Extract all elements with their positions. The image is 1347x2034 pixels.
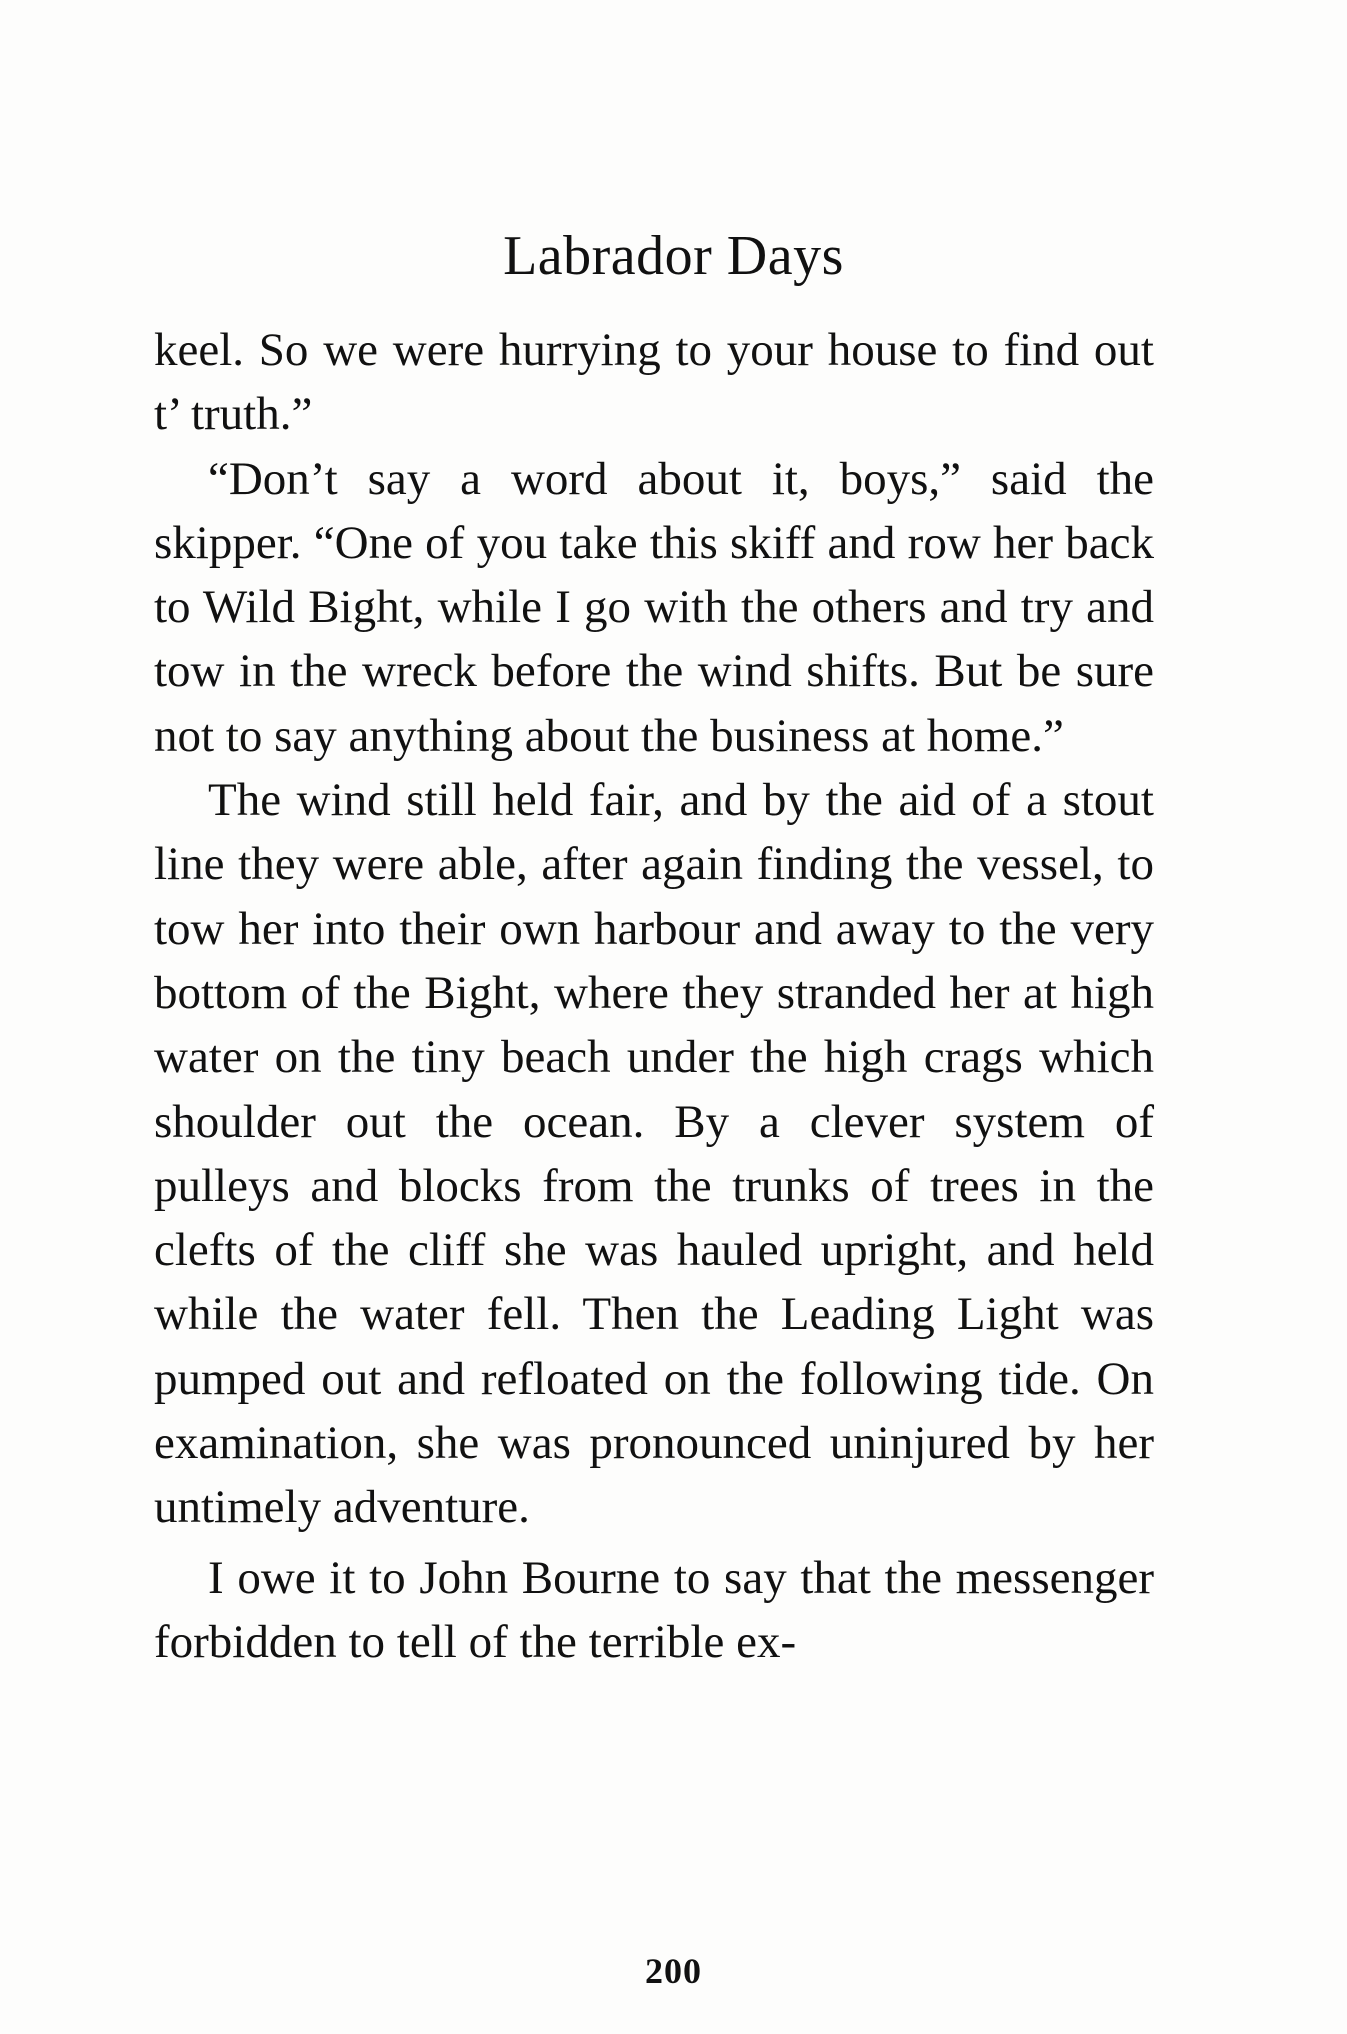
paragraph-narrative: The wind still held fair, and by the aid of a stout line they were able, after again finding the vessel, to tow her into their own harbour and away to the very bottom of the Bight, where they stranded her at high water on the tiny beach under the high crags which shoulder out the ocean. By a clever system of pulleys and blocks from the trunks of trees in the clefts of the cliff she was hauled upright, and held while the water fell. Then the Leading Light was pumped out and refloated on the following tide. On examination, she was pronounced uninjured by her untimely adventure. (154, 774, 1154, 1534)
paragraph-continuation: keel. So we were hurrying to your house to find out t’ truth.” (154, 324, 1154, 441)
paragraph-closing: I owe it to John Bourne to say that the messenger forbidden to tell of the terrible ex- (154, 1551, 1154, 1668)
body-text (154, 318, 1154, 1674)
paragraph-dialogue: “Don’t say a word about it, boys,” said the skipper. “One of you take this skiff and row her back to Wild Bight, while I go with the others and try and tow in the wreck before the wind shifts. But be sure not to say anything about the business at home.” (154, 452, 1154, 762)
running-head: Labrador Days (503, 225, 844, 287)
page-number: 200 (645, 1951, 702, 1991)
